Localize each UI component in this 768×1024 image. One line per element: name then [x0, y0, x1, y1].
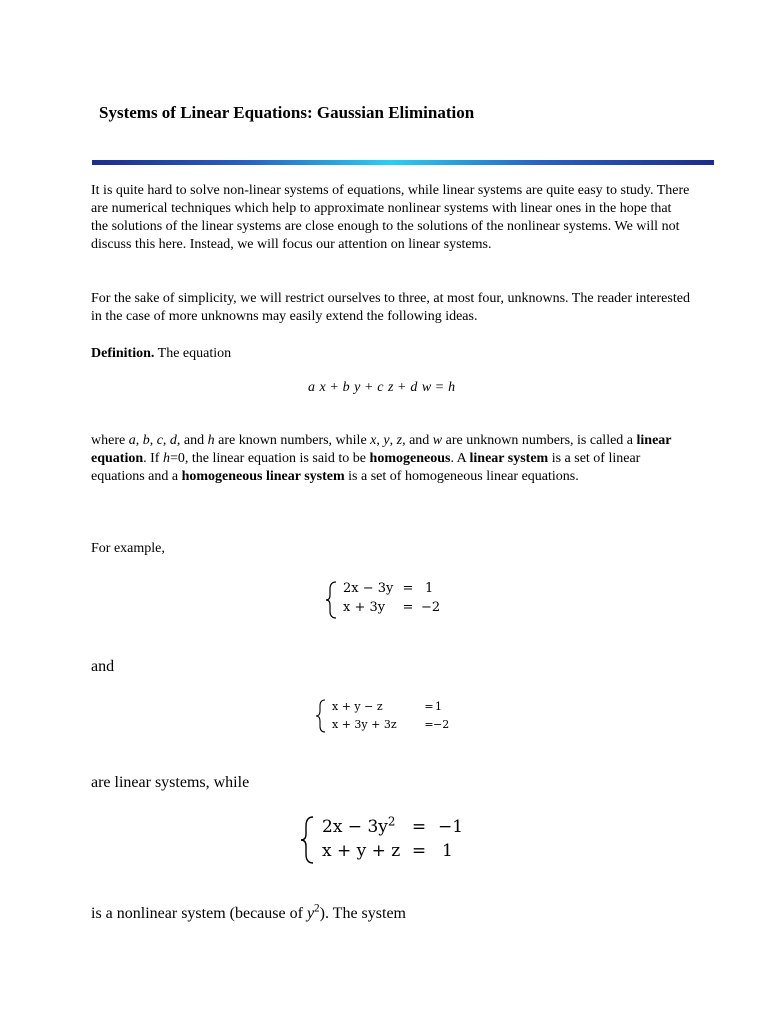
system2-row2-rhs: −2 [433, 718, 450, 731]
left-brace-icon [325, 580, 339, 620]
system3-row1-lhs: $2x - 3y^2$ [322, 814, 396, 837]
definition-paragraph: where a, b, c, d, and h are known numbers, while x, y, z, and w are unknown numbers, is called a linear equation. If h=0, the linear equation is said to be homogeneous. A linear system is a set of linear equations and a homogeneous linear system is a set of homogeneous linear equations. [91, 433, 672, 484]
system3-row2-lhs: x + y + z [322, 841, 401, 861]
example-lead: For example, [91, 541, 165, 556]
are-linear-text: are linear systems, while [91, 774, 250, 791]
title-divider [92, 160, 714, 165]
intro-paragraph-2: For the sake of simplicity, we will restrict ourselves to three, at most four, unknowns. The reader interested in the case of more unknowns may easily extend the following ideas. [91, 291, 690, 324]
system1-row1-rhs: 1 [425, 581, 434, 596]
page-title: Systems of Linear Equations: Gaussian Elimination [99, 103, 475, 122]
system3-row2-eq: = [411, 841, 427, 861]
system1-row2-rhs: −2 [421, 600, 441, 615]
system1-row1-lhs: 2x − 3y [343, 581, 394, 596]
definition-lead [91, 345, 691, 363]
definition-label: Definition. [91, 346, 155, 361]
system3-row1-rhs: −1 [438, 817, 464, 837]
system2-row2-lhs: x + 3y + 3z [332, 718, 397, 731]
term-linear-equation: linear equation [91, 433, 672, 466]
left-brace-icon [300, 815, 316, 865]
system3-row2-rhs: 1 [442, 841, 453, 861]
nonlinear-explanation: is a nonlinear system (because of $y^2$). The system [91, 902, 406, 922]
system2-row2-eq: = [424, 718, 434, 731]
intro-paragraph-1: It is quite hard to solve non-linear systems of equations, while linear systems are quite easy to study. There are numerical techniques which help to approximate nonlinear systems with linear ones in the hope that the solutions of the linear systems are close enough to the solutions of the nonlinear systems. We will not discuss this here. Instead, we will focus our attention on linear systems. [91, 183, 690, 252]
definition-lead-text: The equation [157, 346, 232, 361]
and-text: and [91, 658, 115, 675]
term-linear-system: linear system [469, 451, 549, 466]
system1-row2-eq: = [402, 600, 414, 615]
system2-row1-rhs: 1 [435, 700, 442, 713]
linear-system-example-1 [325, 580, 455, 620]
nonlinear-system-example [300, 815, 480, 865]
linear-system-example-2 [315, 698, 465, 734]
term-homogeneous-linear-system: homogeneous linear system [181, 469, 345, 484]
term-homogeneous: homogeneous [369, 451, 451, 466]
left-brace-icon [315, 698, 327, 734]
system2-row1-eq: = [424, 700, 434, 713]
linear-equation-formula: a x + b y + c z + d w = h [308, 380, 456, 395]
system1-row1-eq: = [402, 581, 414, 596]
system3-row1-eq: = [411, 817, 427, 837]
system2-row1-lhs: x + y − z [332, 700, 383, 713]
system1-row2-lhs: x + 3y [343, 600, 386, 615]
